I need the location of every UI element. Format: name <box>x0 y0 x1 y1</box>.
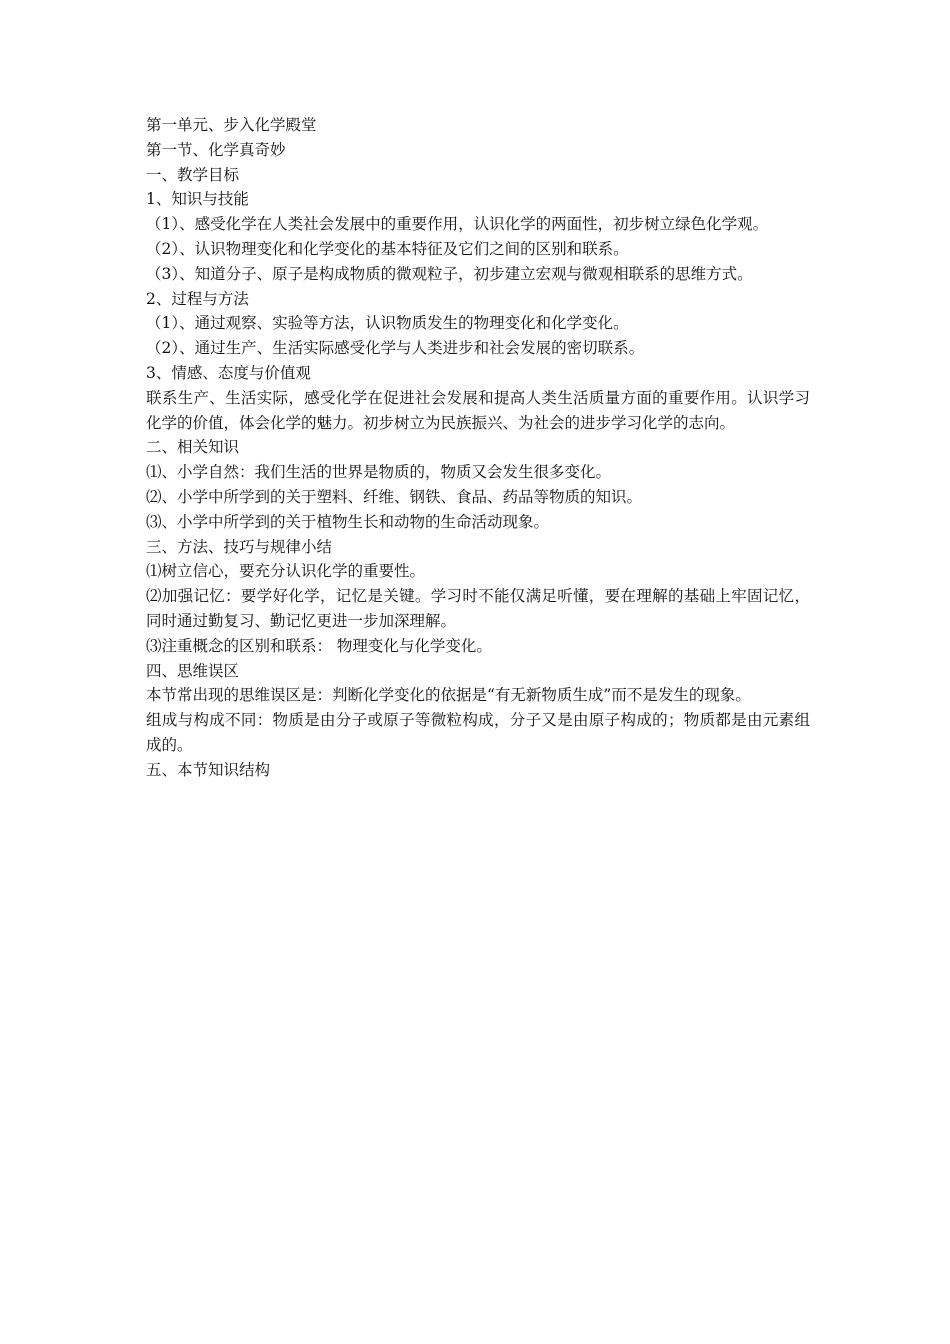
knowledge-item: ⑴、小学自然：我们生活的世界是物质的，物质又会发生很多变化。 <box>146 463 612 482</box>
heading-knowledge-structure: 五、本节知识结构 <box>146 760 271 779</box>
knowledge-item: ⑵、小学中所学到的关于塑料、纤维、钢铁、食品、药品等物质的知识。 <box>146 487 643 506</box>
knowledge-item: ⑶、小学中所学到的关于植物生长和动物的生命活动现象。 <box>146 512 550 531</box>
method-item: ⑶注重概念的区别和联系： 物理变化与化学变化。 <box>146 636 492 655</box>
subheading-process-methods: 2、过程与方法 <box>146 289 249 308</box>
attitudes-paragraph: 联系生产、生活实际，感受化学在促进社会发展和提高人类生活质量方面的重要作用。认识学习化学的价值，体会化学的魅力。初步树立为民族振兴、为社会的进步学习化学的志向。 <box>146 388 810 432</box>
method-item: ⑴树立信心，要充分认识化学的重要性。 <box>146 562 426 581</box>
heading-thinking-errors: 四、思维误区 <box>146 661 240 680</box>
error-item: 组成与构成不同：物质是由分子或原子等微粒构成，分子又是由原子构成的；物质都是由元素组成的。 <box>146 711 810 754</box>
goal-item: （1）、通过观察、实验等方法，认识物质发生的物理变化和化学变化。 <box>146 314 629 333</box>
heading-related-knowledge: 二、相关知识 <box>146 438 240 457</box>
method-item: ⑵加强记忆：要学好化学，记忆是关键。学习时不能仅满足听懂，要在理解的基础上牢固记忆，同时通过勤复习、勤记忆更进一步加深理解。 <box>146 587 810 630</box>
error-item: 本节常出现的思维误区是：判断化学变化的依据是“有无新物质生成”而不是发生的现象。 <box>146 686 751 705</box>
goal-item: （1）、感受化学在人类社会发展中的重要作用，认识化学的两面性，初步树立绿色化学观。 <box>146 215 769 234</box>
heading-methods-summary: 三、方法、技巧与规律小结 <box>146 537 333 556</box>
unit-title: 第一单元、步入化学殿堂 <box>146 116 317 134</box>
document-body <box>146 113 810 783</box>
goal-item: （2）、通过生产、生活实际感受化学与人类进步和社会发展的密切联系。 <box>146 339 645 358</box>
goal-item: （3）、知道分子、原子是构成物质的微观粒子，初步建立宏观与微观相联系的思维方式。 <box>146 264 753 283</box>
section-title: 第一节、化学真奇妙 <box>146 140 286 159</box>
subheading-knowledge-skills: 1、知识与技能 <box>146 190 249 209</box>
heading-teaching-goals: 一、教学目标 <box>146 165 240 184</box>
goal-item: （2）、认识物理变化和化学变化的基本特征及它们之间的区别和联系。 <box>146 239 629 258</box>
subheading-attitudes-values: 3、情感、态度与价值观 <box>146 363 311 382</box>
